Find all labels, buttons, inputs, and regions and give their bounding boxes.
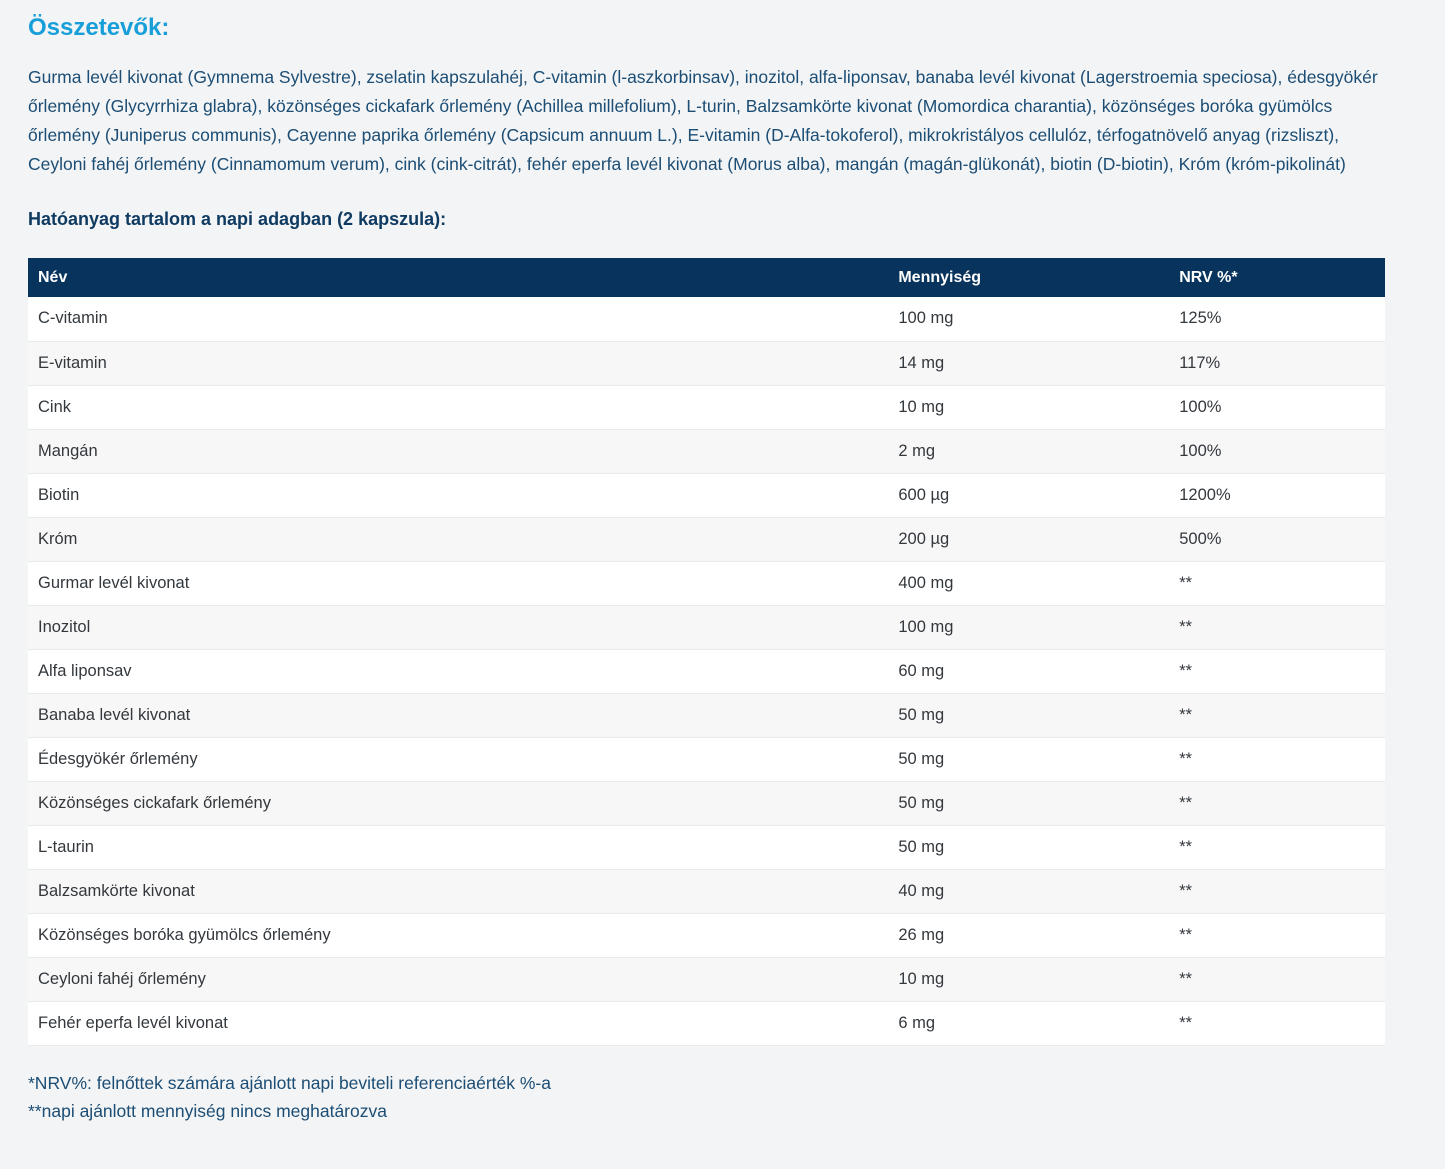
cell-amount: 50 mg (888, 781, 1169, 825)
cell-name: E-vitamin (28, 341, 888, 385)
cell-amount: 50 mg (888, 825, 1169, 869)
ingredients-heading: Összetevők: (28, 14, 170, 41)
table-row (28, 561, 1385, 605)
cell-amount: 2 mg (888, 429, 1169, 473)
footnotes (28, 1069, 1385, 1125)
footnote-daily-amount: **napi ajánlott mennyiség nincs meghatározva (28, 1100, 387, 1121)
table-body (28, 297, 1385, 1045)
table-row (28, 429, 1385, 473)
table-row (28, 957, 1385, 1001)
table-row (28, 341, 1385, 385)
table-row (28, 385, 1385, 429)
cell-amount: 600 µg (888, 473, 1169, 517)
cell-nrv: 100% (1169, 385, 1385, 429)
table-row (28, 869, 1385, 913)
cell-name: C-vitamin (28, 297, 888, 341)
cell-amount: 50 mg (888, 693, 1169, 737)
cell-nrv: ** (1169, 693, 1385, 737)
cell-amount: 100 mg (888, 605, 1169, 649)
table-head (28, 258, 1385, 297)
table-row (28, 649, 1385, 693)
cell-name: Édesgyökér őrlemény (28, 737, 888, 781)
cell-name: Fehér eperfa levél kivonat (28, 1001, 888, 1045)
column-header-1: Mennyiség (888, 258, 1169, 297)
cell-amount: 60 mg (888, 649, 1169, 693)
cell-amount: 10 mg (888, 957, 1169, 1001)
cell-name: Inozitol (28, 605, 888, 649)
table-row (28, 517, 1385, 561)
cell-nrv: 1200% (1169, 473, 1385, 517)
cell-name: Cink (28, 385, 888, 429)
column-header-0: Név (28, 258, 888, 297)
cell-nrv: 117% (1169, 341, 1385, 385)
cell-nrv: 500% (1169, 517, 1385, 561)
table-row (28, 693, 1385, 737)
cell-nrv: 100% (1169, 429, 1385, 473)
cell-nrv: ** (1169, 605, 1385, 649)
cell-name: Balzsamkörte kivonat (28, 869, 888, 913)
cell-amount: 10 mg (888, 385, 1169, 429)
cell-amount: 400 mg (888, 561, 1169, 605)
footnote-nrv: *NRV%: felnőttek számára ajánlott napi beviteli referenciaérték %-a (28, 1072, 551, 1093)
table-row (28, 737, 1385, 781)
table-row (28, 781, 1385, 825)
table-row (28, 913, 1385, 957)
cell-name: Biotin (28, 473, 888, 517)
cell-name: Alfa liponsav (28, 649, 888, 693)
cell-nrv: ** (1169, 869, 1385, 913)
cell-nrv: ** (1169, 1001, 1385, 1045)
cell-nrv: ** (1169, 561, 1385, 605)
cell-nrv: ** (1169, 737, 1385, 781)
cell-amount: 26 mg (888, 913, 1169, 957)
cell-amount: 200 µg (888, 517, 1169, 561)
cell-name: Mangán (28, 429, 888, 473)
cell-amount: 100 mg (888, 297, 1169, 341)
cell-name: Króm (28, 517, 888, 561)
actives-heading: Hatóanyag tartalom a napi adagban (2 kapszula): (28, 209, 447, 229)
cell-amount: 50 mg (888, 737, 1169, 781)
cell-nrv: ** (1169, 649, 1385, 693)
column-header-2: NRV %* (1169, 258, 1385, 297)
cell-nrv: ** (1169, 913, 1385, 957)
cell-nrv: ** (1169, 825, 1385, 869)
actives-table (28, 258, 1385, 1046)
cell-name: Ceyloni fahéj őrlemény (28, 957, 888, 1001)
cell-name: Gurmar levél kivonat (28, 561, 888, 605)
table-header-row (28, 258, 1385, 297)
table-row (28, 605, 1385, 649)
cell-amount: 6 mg (888, 1001, 1169, 1045)
table-row (28, 297, 1385, 341)
cell-amount: 40 mg (888, 869, 1169, 913)
ingredients-paragraph: Gurma levél kivonat (Gymnema Sylvestre), zselatin kapszulahéj, C-vitamin (l-aszkorbinsav), inozitol, alfa-liponsav, banaba levél kivonat (Lagerstroemia speciosa), édesgyökér őrlemény (Glycyrrhiza glabra), közönséges cickafark őrlemény (Achillea millefolium), L-turin, Balzsamkörte kivonat (Momordica charantia), közönséges boróka gyümölcs őrlemény (Juniperus communis), Cayenne paprika őrlemény (Capsicum annuum L.), E-vitamin (D-Alfa-tokoferol), mikrokristályos cellulóz, térfogatnövelő anyag (rizsliszt), Ceyloni fahéj őrlemény (Cinnamomum verum), cink (cink-citrát), fehér eperfa levél kivonat (Morus alba), mangán (magán-glükonát), biotin (D-biotin), Króm (króm-pikolinát) (28, 67, 1378, 174)
table-row (28, 825, 1385, 869)
cell-name: Közönséges cickafark őrlemény (28, 781, 888, 825)
cell-name: Közönséges boróka gyümölcs őrlemény (28, 913, 888, 957)
cell-nrv: ** (1169, 957, 1385, 1001)
table-row (28, 1001, 1385, 1045)
cell-name: Banaba levél kivonat (28, 693, 888, 737)
cell-name: L-taurin (28, 825, 888, 869)
cell-nrv: 125% (1169, 297, 1385, 341)
table-row (28, 473, 1385, 517)
cell-nrv: ** (1169, 781, 1385, 825)
cell-amount: 14 mg (888, 341, 1169, 385)
